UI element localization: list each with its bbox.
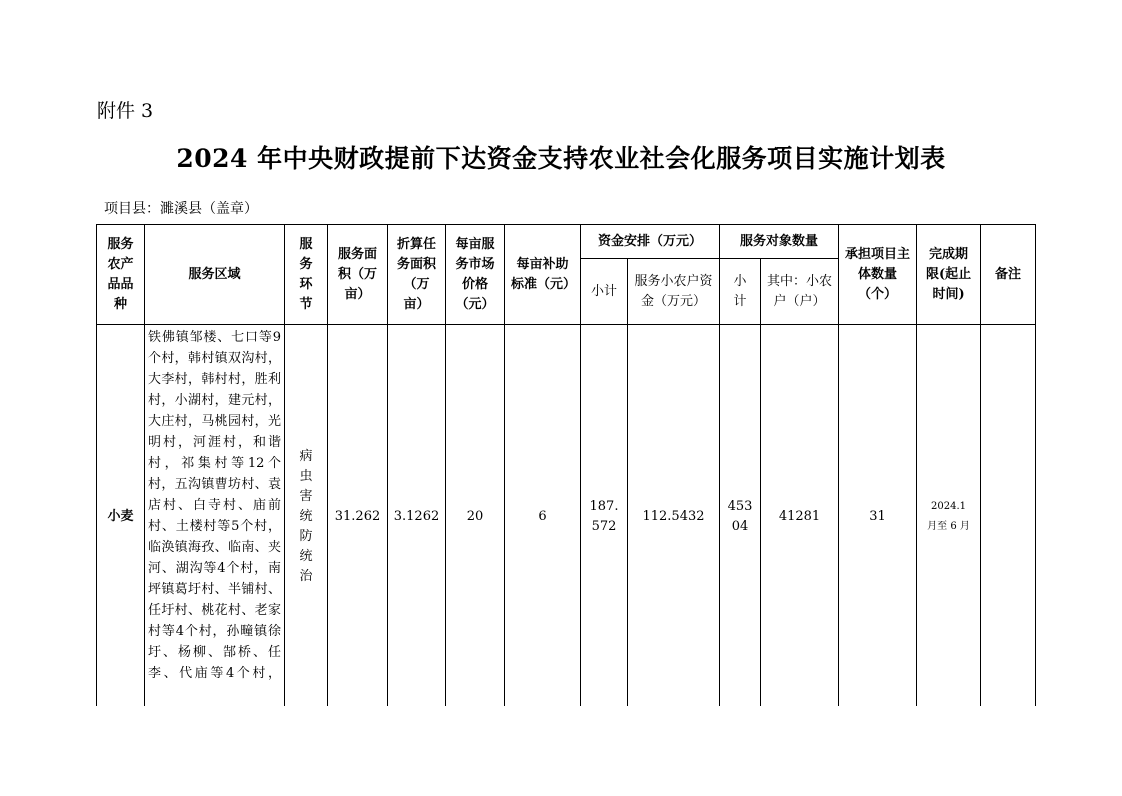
- header-targets-subtotal: 小计: [720, 259, 761, 325]
- cell-subsidy: 6: [505, 325, 581, 709]
- header-targets-small-farmer: 其中：小农户（户）: [761, 259, 839, 325]
- header-region: 服务区域: [145, 225, 285, 325]
- county-line: 项目县：濉溪县（盖章）: [104, 201, 258, 217]
- header-area: 服务面积（万亩）: [328, 225, 388, 325]
- header-targets: 服务对象数量: [720, 225, 839, 259]
- cell-area: 31.262: [328, 325, 388, 709]
- cell-crop: 小麦: [97, 325, 145, 709]
- header-funds-small-farmer: 服务小农户资金（万元）: [628, 259, 720, 325]
- cell-remarks: [981, 325, 1036, 709]
- cell-region: 铁佛镇邹楼、七口等9个村，韩村镇双沟村，大李村，韩村村，胜利村，小湖村，建元村，大庄村，马桃园村，光明村，河涯村，和谐村，祁集村等12个村，五沟镇曹坊村、袁店村、白寺村、庙前村、土楼村等5个村，临涣镇海孜、临南、夹河、湖沟等4个村，南坪镇葛圩村、半铺村、任圩村、桃花村、老家村等4个村，孙疃镇徐圩、杨柳、郜桥、任李、代庙等4个村，: [145, 325, 285, 709]
- cell-market-price: 20: [446, 325, 505, 709]
- header-funds: 资金安排（万元）: [581, 225, 720, 259]
- page-title: 2024 年中央财政提前下达资金支持农业社会化服务项目实施计划表: [176, 144, 946, 173]
- header-deadline: 完成期限(起止时间): [917, 225, 981, 325]
- attachment-label: 附件 3: [97, 100, 154, 122]
- cell-stage: 病虫害统防统治: [285, 325, 328, 709]
- header-crop: 服务农产品品种: [97, 225, 145, 325]
- header-market-price: 每亩服务市场价格（元）: [446, 225, 505, 325]
- header-stage: 服务环节: [285, 225, 328, 325]
- header-funds-subtotal: 小计: [581, 259, 628, 325]
- header-entities: 承担项目主体数量（个）: [839, 225, 917, 325]
- cell-deadline: 2024.1 月至 6 月: [917, 325, 981, 709]
- cell-targets-small-farmer: 41281: [761, 325, 839, 709]
- cell-entities: 31: [839, 325, 917, 709]
- page-bottom-margin: [96, 706, 1036, 796]
- header-subsidy: 每亩补助标准（元）: [505, 225, 581, 325]
- header-converted-area: 折算任务面积（万亩）: [388, 225, 446, 325]
- cell-funds-small-farmer: 112.5432: [628, 325, 720, 709]
- cell-funds-subtotal: 187.572: [581, 325, 628, 709]
- header-remarks: 备注: [981, 225, 1036, 325]
- cell-converted-area: 3.1262: [388, 325, 446, 709]
- cell-targets-subtotal: 45304: [720, 325, 761, 709]
- plan-table: [96, 224, 1036, 709]
